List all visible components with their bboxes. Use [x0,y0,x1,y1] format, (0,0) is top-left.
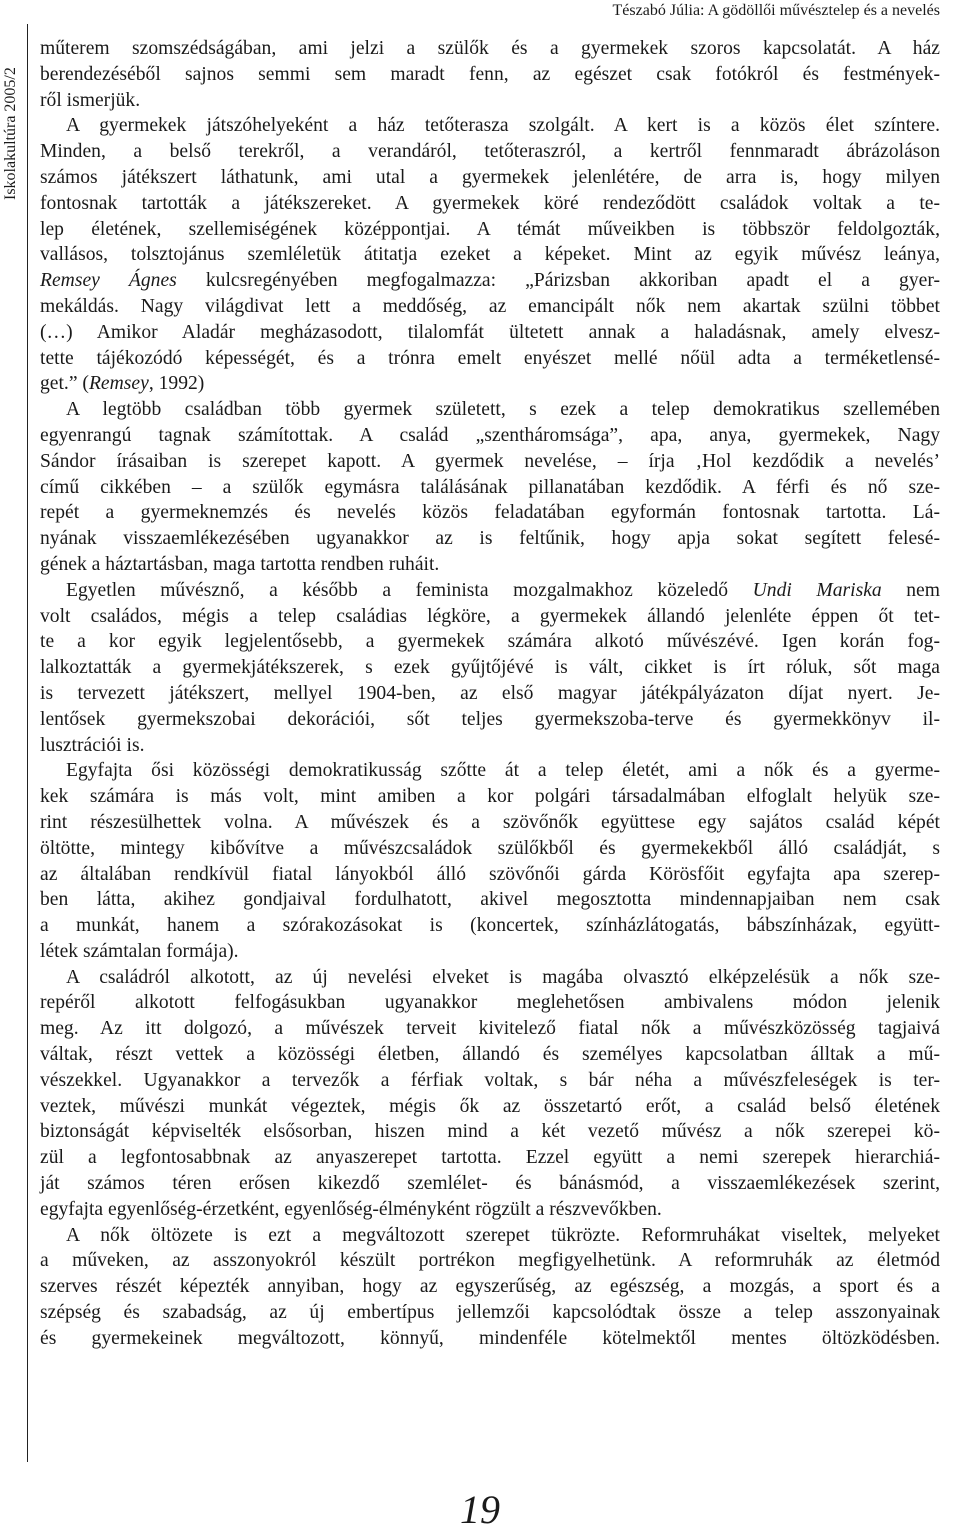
text-line-segment: Egyetlen művésznő, a később a feminista mozgalmakhoz közeledő [66,579,753,601]
text-line: zül a legfontosabbnak az anyaszerepet tartotta. Ezzel együtt a nemi szerepek hierarchiá- [40,1147,940,1169]
margin-rule [27,24,28,1462]
text-line: volt családos, mégis a telep családias légköre, a gyermekek állandó jelenléte éppen őt tet- [40,605,940,627]
text-line: vészekkel. Ugyanakkor a tervezők a férfiak voltak, s bár néha a művészfeleségek is ter- [40,1069,940,1091]
text-line: számos játékszert láthatunk, ami utal a gyermekek jelenlétére, de arra is, hogy milyen [40,166,940,188]
text-line: ját számos téren erősen kikezdő szemlélet- és bánásmód, a visszaemlékezések szerint, [40,1173,940,1195]
italic-name: Undi Mariska [752,579,882,601]
text-line: mekáldás. Nagy világdivat lett a meddőség, az emancipált nők nem akartak szülni többet [40,295,940,317]
text-line: A gyermekek játszóhelyeként a ház tetőterasza szolgált. A kert is a közös élet színtere. [66,115,940,137]
text-line: műterem szomszédságában, ami jelzi a szülők és a gyermekek szoros kapcsolatát. A ház [40,38,940,59]
text-line: te a kor egyik legjelentősebb, a gyermekek számára alkotó művészévé. Igen korán fog- [40,631,940,653]
text-line: A nők öltözete is ezt a megváltozott szerepet tükrözte. Reformruhákat viseltek, melyeket [66,1224,940,1246]
text-line: meg. Az itt dolgozó, a művészek terveit kivitelező fiatal nők a művészközösség tagjaivá [40,1018,940,1040]
text-line: egyfajta egyenlőség-érzetként, egyenlőség-élményként rögzült a részvevőkben. [40,1198,662,1220]
text-line: lep életének, szellemiségének középpontjai. A témát műveikben is többször feldolgozták, [40,218,940,240]
text-line: egyenrangú tagnak számítottak. A család „szentháromsága”, apa, anya, gyermekek, Nagy [40,424,940,446]
text-line: A legtöbb családban több gyermek született, s ezek a telep demokratikus szellemében [66,399,940,421]
text-line: című cikkében – a szülők egymásra találásának pillanatában kezdődik. A férfi és nő sze- [40,476,940,498]
text-line: Sándor írásaiban is szerepet kapott. A gyermek nevelése, – írja ‚Hol kezdődik a nevelés’ [40,450,940,472]
text-line: lentősek gyermekszobai dekorációi, sőt teljes gyermekszoba-terve és gyermekkönyv il- [40,708,940,730]
text-line: repéről alkotott felfogásukban ugyanakkor meglehetősen ambivalens módon jelenik [40,992,940,1014]
page-number: 19 [460,1487,500,1532]
text-line: váltak, részt vettek a közösségi életben, állandó és személyes kapcsolatban álltak a mű- [40,1044,940,1066]
text-line: A családról alkotott, az új nevelési elveket is magába olvasztó elképzelésük a nők sze- [66,966,940,988]
text-line: a műveken, az asszonyokról készült portrékon megfigyelhetünk. A reformruhák az életmód [40,1250,940,1272]
text-line: repét a gyermeknemzés és nevelés közös feladatában egyformán fontosnak tartotta. Lá- [40,502,940,524]
italic-name: Remsey Ágnes [40,270,177,292]
text-line: nyának visszaemlékezésében ugyanakkor az is feltűnik, hogy apja sokat segített felesé- [40,528,940,550]
text-line: szerves részét képezték annyiban, hogy az egyszerűség, az egészség, a mozgás, a sport és a [40,1276,940,1298]
text-line [40,268,940,294]
text-line: öltötte, mintegy kibővítve a művészcsaládok szülőkből és gyermekekből álló családját, s [40,837,940,859]
text-line: kek számára is más volt, mint amiben a kor polgári társadalmában elfoglalt helyük sze- [40,786,940,808]
text-line: az általában rendkívül fiatal lányokból álló szövőnői gárda Körösfőit egyfajta apa szerep- [40,863,940,885]
text-line: és gyermekeinek megváltozott, könnyű, mindenféle kötelmektől mentes öltözködésben. [40,1327,940,1349]
text-line: berendezéséből sajnos semmi sem maradt fenn, az egészet csak fotókról és festmények- [40,63,940,85]
text-line: rint részesülhettek volna. A művészek és a szövőnők együttese egy sajátos család képét [40,811,940,833]
text-line: szépség és szabadság, az új embertípus jellemzői kapcsolódtak össze a telep asszonyainak [40,1302,940,1324]
text-line: is tervezett játékszert, mellyel 1904-ben, az első magyar játékpályázaton díjat nyert. Je- [40,682,940,704]
text-line: vallásos, tolsztojánus szemléletük átitatja ezeket a képeket. Mint az egyik művész leánya, [40,244,940,266]
text-line [40,578,940,604]
text-line-segment: nem [881,579,940,601]
text-line: lusztrációi is. [40,734,145,756]
text-line: veztek, művészi munkát végeztek, mégis ők az összetartó erőt, a család belső életének [40,1095,940,1117]
text-line: fontosnak tartották a játékszereket. A gyermekek köré rendeződött családok voltak a te- [40,192,940,214]
text-line: Minden, a belső terekről, a verandáról, tetőteraszról, a kertről fennmaradt ábrázoláson [40,141,940,163]
text-line: biztonságát képviselték elsősorban, hiszen mind a két vezető művész a nők szerepei kö- [40,1121,940,1143]
article-body [40,36,940,1352]
text-line: ben látta, akihez gondjaival fordulhatott, akivel megosztotta mindennapjaiban nem csak [40,889,940,911]
text-line-segment: kulcsregényében megfogalmazza: „Párizsban akkoriban apadt el a gyer- [176,270,940,292]
text-line: ről ismerjük. [40,89,141,111]
journal-side-label: Iskolakultúra 2005/2 [2,67,19,200]
text-line: tette tájékozódó képességét, és a trónra emelt enyészet mellé nőül adta a terméketlensé- [40,347,940,369]
running-head-title: Tészabó Júlia: A gödöllői művésztelep és a nevelés [612,2,940,19]
text-line [40,371,940,397]
italic-name: Remsey [88,373,149,395]
text-line-segment: get.” ( [40,373,89,395]
text-line-segment: , 1992) [148,373,205,395]
text-line: (…) Amikor Aladár megházasodott, tilalomfát ültetett annak a haladásnak, amely elvesz- [40,321,940,343]
text-line: gének a háztartásban, maga tartotta rendben ruháit. [40,553,440,575]
text-line: lalkoztatták a gyermekjátékszerek, s ezek gyűjtőjévé is vált, cikket is írt róluk, sőt maga [40,657,940,679]
text-line: létek számtalan formája). [40,940,239,962]
text-line: Egyfajta ősi közösségi demokratikusság szőtte át a telep életét, ami a nők és a gyerme- [66,760,940,782]
text-line: a munkát, hanem a szórakozásokat is (koncertek, színházlátogatás, bábszínházak, együtt- [40,915,940,937]
